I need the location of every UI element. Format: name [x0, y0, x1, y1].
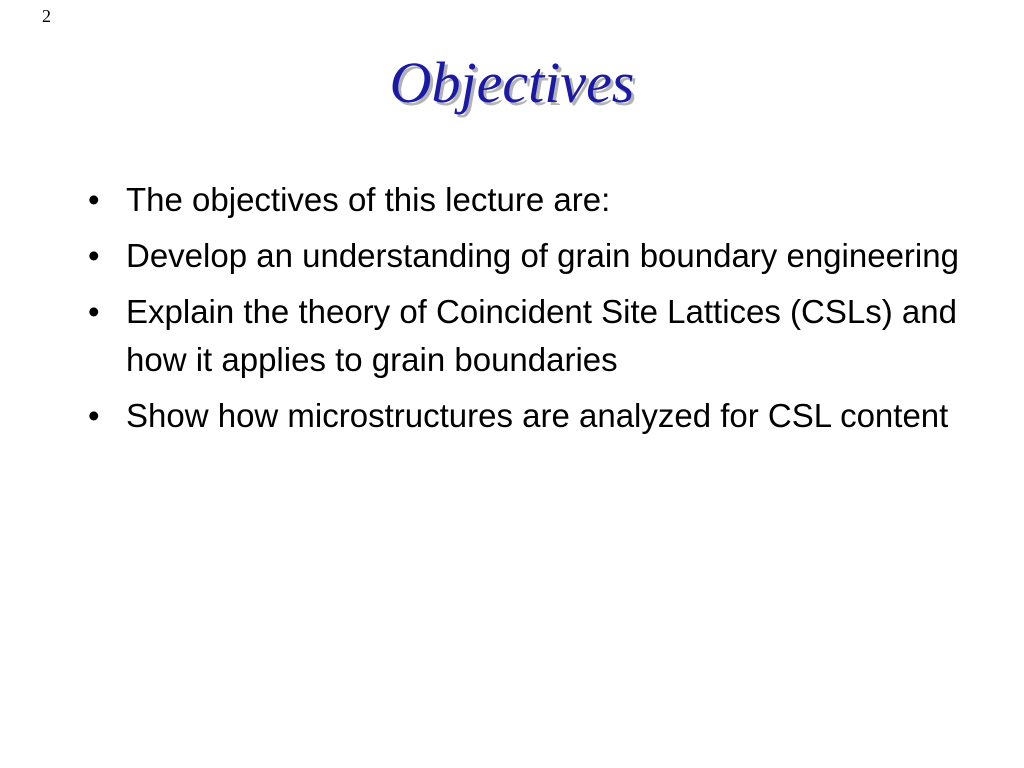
bullet-item	[82, 392, 982, 440]
bullet-icon: •	[88, 237, 100, 274]
bullet-icon: •	[88, 181, 100, 218]
bullet-text: Show how microstructures are analyzed for CSL content	[126, 397, 949, 434]
bullet-text: Develop an understanding of grain boundary engineering	[126, 237, 959, 274]
slide-title: Objectives	[389, 50, 635, 115]
bullet-icon: •	[88, 397, 100, 434]
bullet-list	[82, 176, 982, 448]
bullet-text: Explain the theory of Coincident Site Lattices (CSLs) and how it applies to grain boundaries	[126, 293, 957, 378]
slide-number: 2	[42, 6, 51, 26]
bullet-text: The objectives of this lecture are:	[126, 181, 611, 218]
bullet-item	[82, 288, 982, 384]
bullet-icon: •	[88, 293, 100, 330]
bullet-item	[82, 176, 982, 224]
bullet-item	[82, 232, 982, 280]
